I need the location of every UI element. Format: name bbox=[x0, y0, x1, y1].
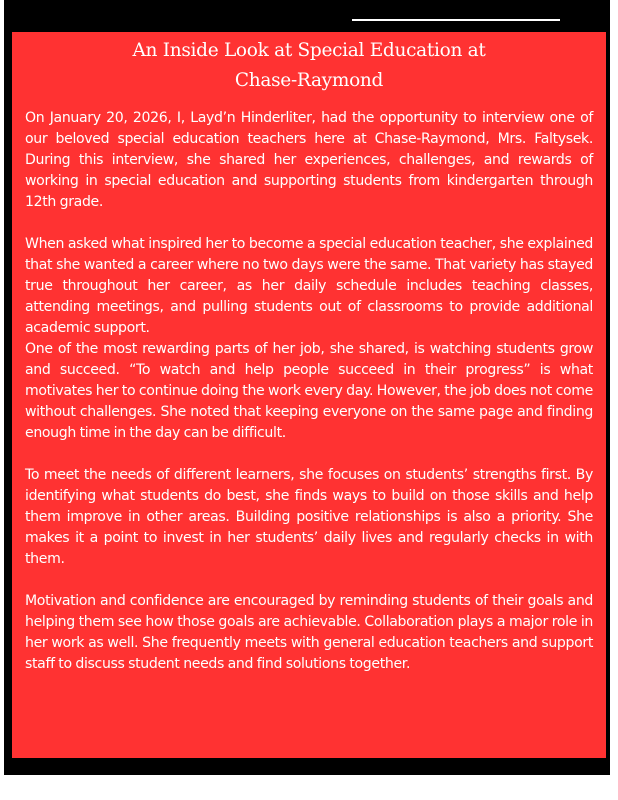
article-title-line-1: An Inside Look at Special Education at bbox=[132, 40, 486, 61]
article-paragraph-intro: On January 20, 2026, I, Layd’n Hinderliter, had the opportunity to interview one of our beloved special education teachers here at Chase-Raymond, Mrs. Faltysek. During this interview, she shared her experiences, challenges, and rewards of working in special education and supporting students from kindergarten through 12th grade. bbox=[25, 110, 593, 210]
article-title-line-2: Chase-Raymond bbox=[234, 70, 384, 91]
article-paragraph-strengths: To meet the needs of different learners, she focuses on students’ strengths first. By identifying what students do best, she finds ways to build on those skills and help them improve in other areas. Building positive relationships is also a priority. She makes it a point to invest in her students’ daily lives and regularly checks in with them. bbox=[25, 467, 593, 567]
article-paragraph-rewards: One of the most rewarding parts of her job, she shared, is watching students grow and succeed. “To watch and help people succeed in their progress” is what motivates her to continue doing the work every day. However, the job does not come without challenges. She noted that keeping everyone on the same page and finding enough time in the day can be difficult. bbox=[25, 341, 593, 441]
top-divider-line bbox=[352, 19, 560, 21]
article-body bbox=[25, 108, 593, 675]
bottom-divider-line bbox=[48, 773, 556, 775]
article-paragraph-motivation: Motivation and confidence are encouraged by reminding students of their goals and helping them see how those goals are achievable. Collaboration plays a major role in her work as well. She frequently meets with general education teachers and support staff to discuss student needs and find solutions together. bbox=[25, 593, 593, 672]
article-paragraph-inspiration: When asked what inspired her to become a special education teacher, she explained that she wanted a career where no two days were the same. That variety has stayed true throughout her career, as her daily schedule includes teaching classes, attending meetings, and pulling students out of classrooms to provide additional academic support. bbox=[25, 236, 593, 336]
article-title bbox=[12, 36, 606, 96]
